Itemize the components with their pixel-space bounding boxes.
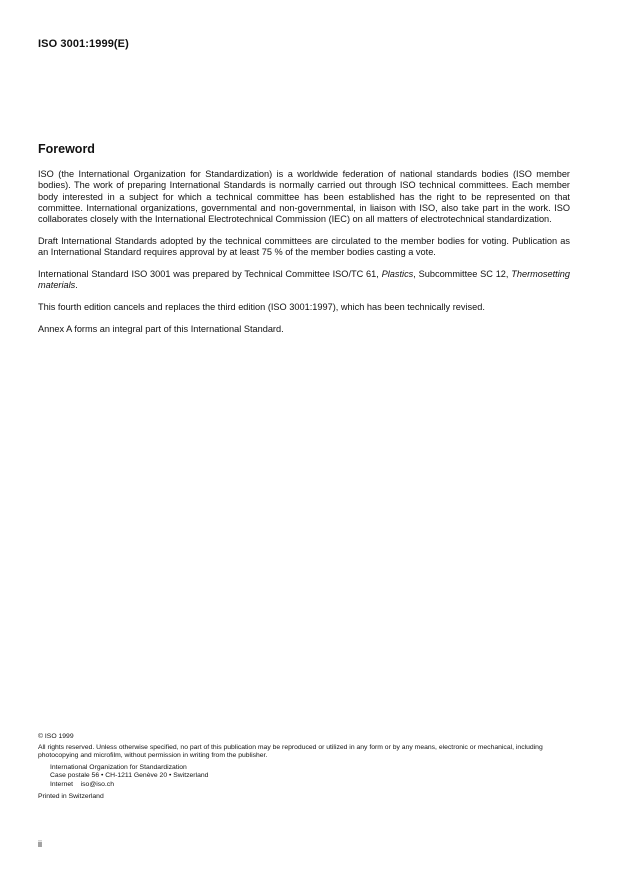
p3-italic-thermosetting: Thermosetting materials (38, 269, 570, 291)
p3-prefix: International Standard ISO 3001 was prepared by Technical Committee ISO/TC 61, (38, 269, 382, 280)
page-number: ii (38, 839, 42, 849)
foreword-paragraph-5: Annex A forms an integral part of this International Standard. (38, 323, 284, 334)
foreword-paragraph-2: Draft International Standards adopted by the technical committees are circulated to the member bodies for voting. Publication as an International Standard requires approval by at least 75 % of the member bodies casting a vote. (38, 235, 570, 258)
page-title: Foreword (38, 142, 95, 156)
internet-line (38, 781, 583, 790)
copyright-block (38, 733, 583, 801)
printed-in: Printed in Switzerland (38, 792, 104, 800)
p3-suffix: . (75, 280, 78, 291)
copyright-line: © ISO 1999 (38, 733, 74, 740)
org-address: Case postale 56 • CH-1211 Genève 20 • Switzerland (50, 772, 209, 780)
foreword-paragraph-1: ISO (the International Organization for Standardization) is a worldwide federation of national standards bodies (ISO member bodies). The work of preparing International Standards is normally carried out through ISO technical committees. Each member body interested in a subject for which a technical committee has been established has the right to be represented on that committee. International organizations, governmental and non-governmental, in liaison with ISO, also take part in the work. ISO collaborates closely with the International Electrotechnical Commission (IEC) on all matters of electrotechnical standardization. (38, 169, 570, 225)
org-name: International Organization for Standardization (50, 763, 187, 771)
foreword-paragraph-3 (38, 269, 570, 292)
foreword-paragraph-4: This fourth edition cancels and replaces the third edition (ISO 3001:1997), which has been technically revised. (38, 302, 485, 313)
internet-label: Internet (50, 780, 74, 788)
email-address: iso@iso.ch (80, 780, 114, 788)
document-header: ISO 3001:1999(E) (38, 38, 129, 50)
rights-statement: All rights reserved. Unless otherwise specified, no part of this publication may be reproduced or utilized in any form or by any means, electronic or mechanical, including photocopying and microfilm, without permission in writing from the publisher. (38, 743, 543, 760)
foreword-body (38, 169, 570, 346)
p3-italic-plastics: Plastics (381, 269, 414, 280)
p3-mid: , Subcommittee SC 12, (413, 269, 512, 280)
